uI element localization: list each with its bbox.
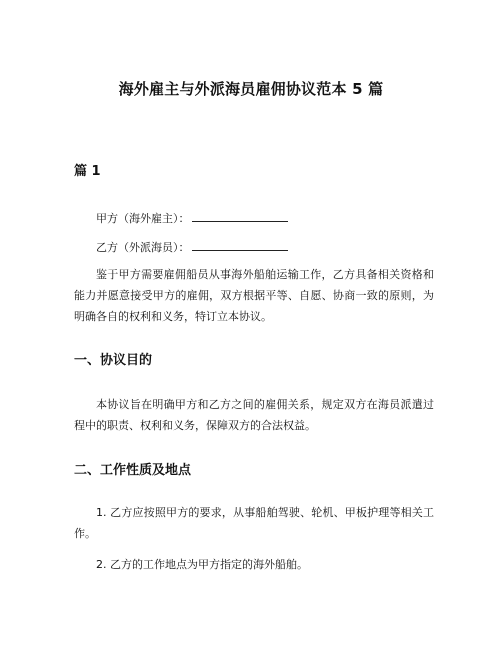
party-a-line — [96, 210, 288, 227]
party-b-label: 乙方（外派海员）： — [96, 241, 190, 254]
document-title: 海外雇主与外派海员雇佣协议范本 5 篇 — [118, 80, 384, 98]
party-b-line — [96, 239, 288, 256]
section-2-item-1: 1. 乙方应按照甲方的要求，从事船舶驾驶、轮机、甲板护理等相关工作。 — [74, 506, 434, 540]
party-a-label: 甲方（海外雇主）： — [96, 212, 190, 225]
section-2-heading: 二、工作性质及地点 — [74, 463, 192, 478]
intro-paragraph: 鉴于甲方需要雇佣船员从事海外船舶运输工作，乙方具备相关资格和能力并愿意接受甲方的雇佣，双方根据平等、自愿、协商一致的原则，为明确各自的权利和义务，特订立本协议。 — [74, 268, 434, 323]
party-b-blank — [192, 239, 288, 251]
part-heading: 篇 1 — [74, 164, 101, 179]
section-1-heading: 一、协议目的 — [74, 353, 153, 368]
section-2-item-2: 2. 乙方的工作地点为甲方指定的海外船舶。 — [96, 558, 308, 571]
party-a-blank — [192, 210, 288, 222]
section-1-body: 本协议旨在明确甲方和乙方之间的雇佣关系，规定双方在海员派遣过程中的职责、权利和义务，保障双方的合法权益。 — [74, 398, 434, 432]
